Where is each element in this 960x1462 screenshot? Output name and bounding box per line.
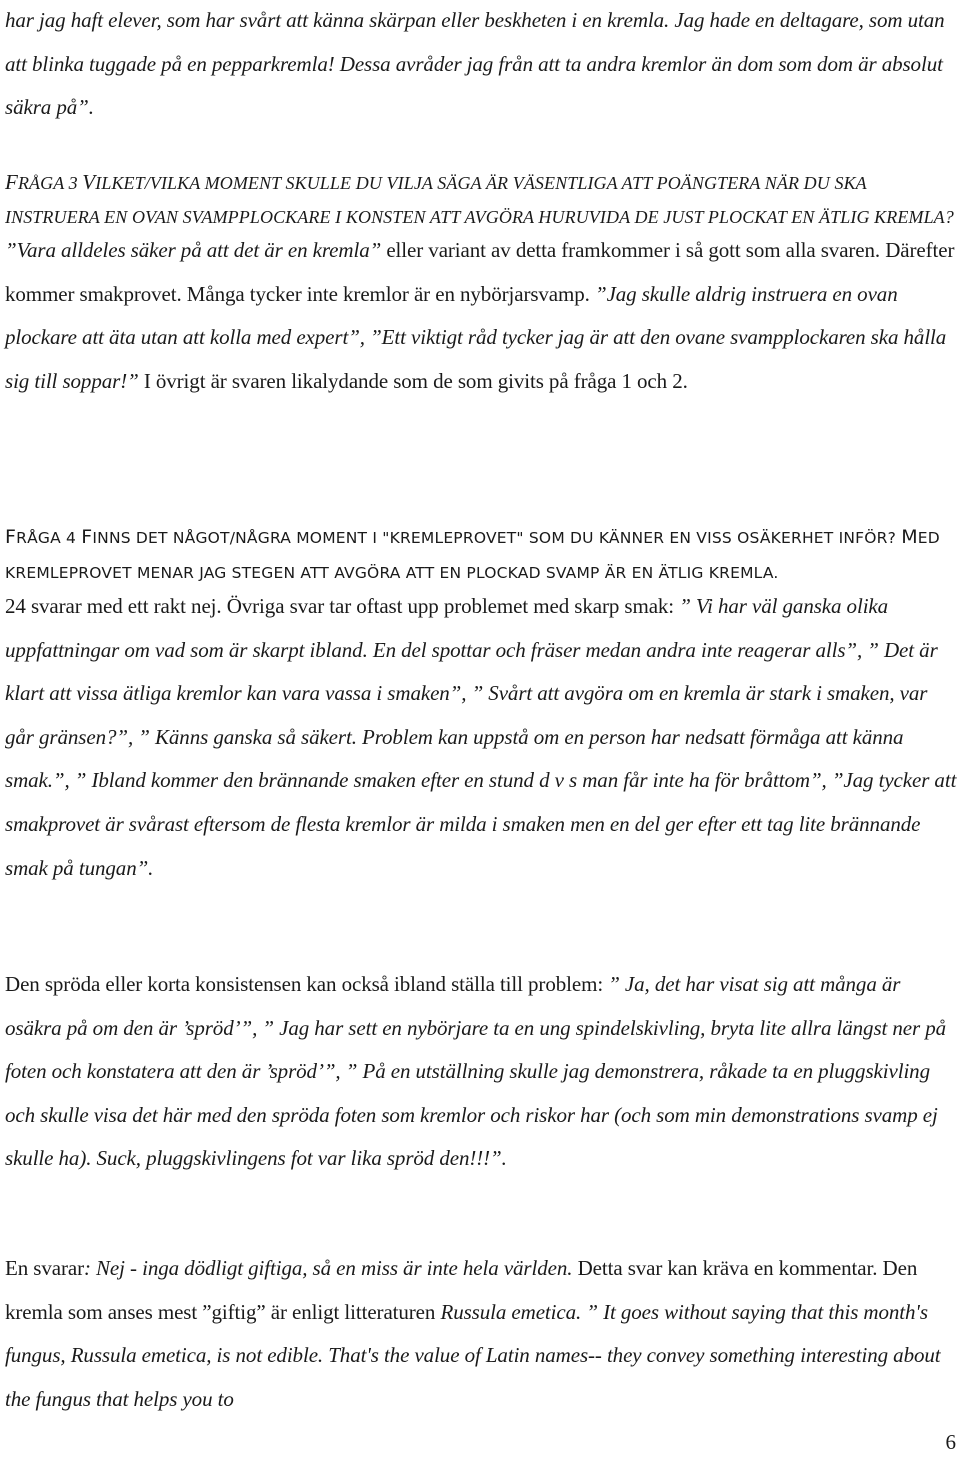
question-3-section: [5, 165, 957, 403]
question-4-section: [5, 520, 957, 890]
species-name: Russula emetica.: [440, 1299, 582, 1324]
question-4-heading: FRÅGA 4 FINNS DET NÅGOT/NÅGRA MOMENT I "KREMLEPROVET" SOM DU KÄNNER EN VISS OSÄKERHET INFÖR? MED KREMLEPROVET MENAR JAG STEGEN ATT AVGÖRA ATT EN PLOCKAD SVAMP ÄR EN ÄTLIG KREMLA.: [5, 526, 940, 582]
quote: ”Jag skulle aldrig instruera en ovan plockare att äta utan att kolla med expert”, ”Ett viktigt råd tycker jag är att den ovane svampplockaren ska hålla sig till soppar!”: [5, 281, 947, 393]
intro-quote: har jag haft elever, som har svårt att känna skärpan eller beskheten i en kremla. Jag hade en deltagare, som utan att blinka tuggade på en pepparkremla! Dessa avråder jag från att ta andra kremlor än dom som dom är absolut säkra på”.: [5, 8, 945, 119]
quote: : Nej - inga dödligt giftiga, så en miss är inte hela världen.: [83, 1256, 573, 1280]
quote: ”Vara alldeles säker på att det är en kremla”: [5, 238, 382, 262]
quote: ” Vi har väl ganska olika uppfattningar om vad som är skarpt ibland. En del spottar och fräser medan andra inte reagerar alls”, ” Det är klart att vissa ätliga kremlor kan vara vassa i smaken”, ” Svårt att avgöra om en kremla är stark i smaken, var går gränsen?”, ” Känns ganska så säkert. Problem kan uppstå om en person har nedsatt förmåga att känna smak.”, ” Ibland kommer den brännande smaken efter en stund d v s man får inte ha för bråttom”, ”Jag tycker att smakprovet är svårast eftersom de flesta kremlor är milda i smaken men en del ger efter ett tag lite brännande smak på tungan”.: [5, 594, 957, 880]
final-paragraph: En svarar: Nej - inga dödligt giftiga, så en miss är inte hela världen. Detta svar kan kräva en kommentar. Den kremla som anses mest ”giftig” är enligt litteraturen Russula emetica. ” It goes without saying that this month's fungus, Russula emetica, is not edible. That's the value of Latin names-- they convey something interesting about the fungus that helps you to: [5, 1256, 941, 1411]
question-3-heading: FRÅGA 3 VILKET/VILKA MOMENT SKULLE DU VILJA SÄGA ÄR VÄSENTLIGA ATT POÄNGTERA NÄR DU SKA INSTRUERA EN OVAN SVAMPPLOCKARE I KONSTEN ATT AVGÖRA HURUVIDA DE JUST PLOCKAT EN ÄTLIG KREMLA?: [5, 170, 954, 227]
question-3-answer: ”Vara alldeles säker på att det är en kremla” eller variant av detta framkommer i så gott som alla svaren. Därefter kommer smakprovet. Många tycker inte kremlor är en nybörjarsvamp. ”Jag skulle aldrig instruera en ovan plockare att äta utan att kolla med expert”, ”Ett viktigt råd tycker jag är att den ovane svampplockaren ska hålla sig till soppar!” I övrigt är svaren likalydande som de som givits på fråga 1 och 2.: [5, 238, 955, 393]
page-number: 6: [945, 1430, 956, 1454]
quote: ” Ja, det har visat sig att många är osäkra på om den är ’spröd’”, ” Jag har sett en nybörjare ta en ung spindelskivling, bryta lite allra längst ner på foten och konstatera att den är ’spröd’”, ” På en utställning skulle jag demonstrera, råkade ta en pluggskivling och skulle visa det här med den spröda foten som kremlor och riskor har (och som min demonstrations svamp ej skulle ha). Suck, pluggskivlingens fot var lika spröd den!!!”.: [5, 972, 947, 1171]
question-4-answer: 24 svarar med ett rakt nej. Övriga svar tar oftast upp problemet med skarp smak: ” Vi har väl ganska olika uppfattningar om vad som är skarpt ibland. En del spottar och fräser medan andra inte reagerar alls”, ” Det är klart att vissa ätliga kremlor kan vara vassa i smaken”, ” Svårt att avgöra om en kremla är stark i smaken, var går gränsen?”, ” Känns ganska så säkert. Problem kan uppstå om en person har nedsatt förmåga att känna smak.”, ” Ibland kommer den brännande smaken efter en stund d v s man får inte ha för bråttom”, ”Jag tycker att smakprovet är svårast eftersom de flesta kremlor är milda i smaken men en del ger efter ett tag lite brännande smak på tungan”.: [5, 594, 957, 880]
intro-paragraph: [5, 0, 957, 130]
consistency-paragraph: Den spröda eller korta konsistensen kan också ibland ställa till problem: ” Ja, det har visat sig att många är osäkra på om den är ’spröd’”, ” Jag har sett en nybörjare ta en ung spindelskivling, bryta lite allra längst ner på foten och konstatera att den är ’spröd’”, ” På en utställning skulle jag demonstrera, råkade ta en pluggskivling och skulle visa det här med den spröda foten som kremlor och riskor har (och som min demonstrations svamp ej skulle ha). Suck, pluggskivlingens fot var lika spröd den!!!”.: [5, 972, 947, 1171]
quote: ” It goes without saying that this month's fungus, Russula emetica, is not edible. That's the value of Latin names-- they convey something interesting about the fungus that helps you to: [5, 1299, 941, 1411]
